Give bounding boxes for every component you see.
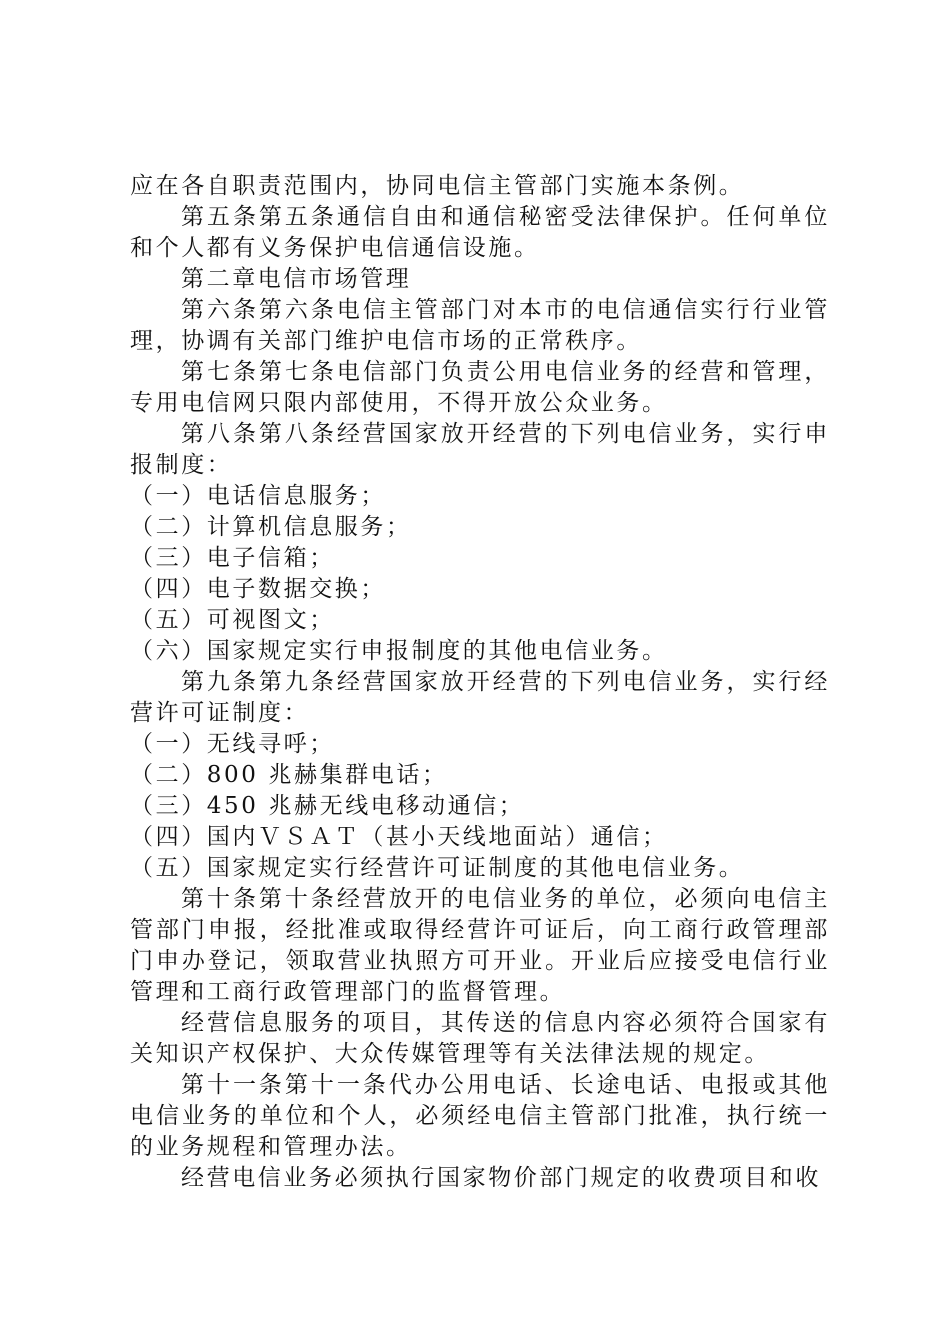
document-body	[130, 171, 830, 1194]
paragraph: 应在各自职责范围内，协同电信主管部门实施本条例。	[130, 173, 745, 199]
list-item: （五）可视图文；	[130, 607, 335, 633]
list-item: （一）电话信息服务；	[130, 483, 386, 509]
list-item: （五）国家规定实行经营许可证制度的其他电信业务。	[130, 855, 745, 881]
paragraph: 第八条第八条经营国家放开经营的下列电信业务，实行申报制度：	[130, 421, 830, 478]
paragraph: 第九条第九条经营国家放开经营的下列电信业务，实行经营许可证制度：	[130, 669, 830, 726]
paragraph: 第六条第六条电信主管部门对本市的电信通信实行行业管理，协调有关部门维护电信市场的正常秩序。	[130, 297, 830, 354]
chapter-heading: 第二章电信市场管理	[181, 266, 412, 292]
list-item: （三）450 兆赫无线电移动通信；	[130, 793, 525, 819]
paragraph: 第五条第五条通信自由和通信秘密受法律保护。任何单位和个人都有义务保护电信通信设施。	[130, 204, 830, 261]
paragraph: 第七条第七条电信部门负责公用电信业务的经营和管理，专用电信网只限内部使用，不得开放公众业务。	[130, 359, 830, 416]
list-item: （一）无线寻呼；	[130, 731, 335, 757]
list-item: （三）电子信箱；	[130, 545, 335, 571]
paragraph: 经营信息服务的项目，其传送的信息内容必须符合国家有关知识产权保护、大众传媒管理等有关法律法规的规定。	[130, 1010, 830, 1067]
paragraph: 第十一条第十一条代办公用电话、长途电话、电报或其他电信业务的单位和个人，必须经电信主管部门批准，执行统一的业务规程和管理办法。	[130, 1072, 830, 1160]
paragraph: 第十条第十条经营放开的电信业务的单位，必须向电信主管部门申报，经批准或取得经营许可证后，向工商行政管理部门申办登记，领取营业执照方可开业。开业后应接受电信行业管理和工商行政管理部门的监督管理。	[130, 886, 830, 1005]
list-item: （四）国内ＶＳＡＴ（甚小天线地面站）通信；	[130, 824, 668, 850]
list-item: （二）800 兆赫集群电话；	[130, 762, 448, 788]
list-item: （二）计算机信息服务；	[130, 514, 412, 540]
list-item: （四）电子数据交换；	[130, 576, 386, 602]
paragraph: 经营电信业务必须执行国家物价部门规定的收费项目和收	[181, 1165, 821, 1191]
list-item: （六）国家规定实行申报制度的其他电信业务。	[130, 638, 668, 664]
